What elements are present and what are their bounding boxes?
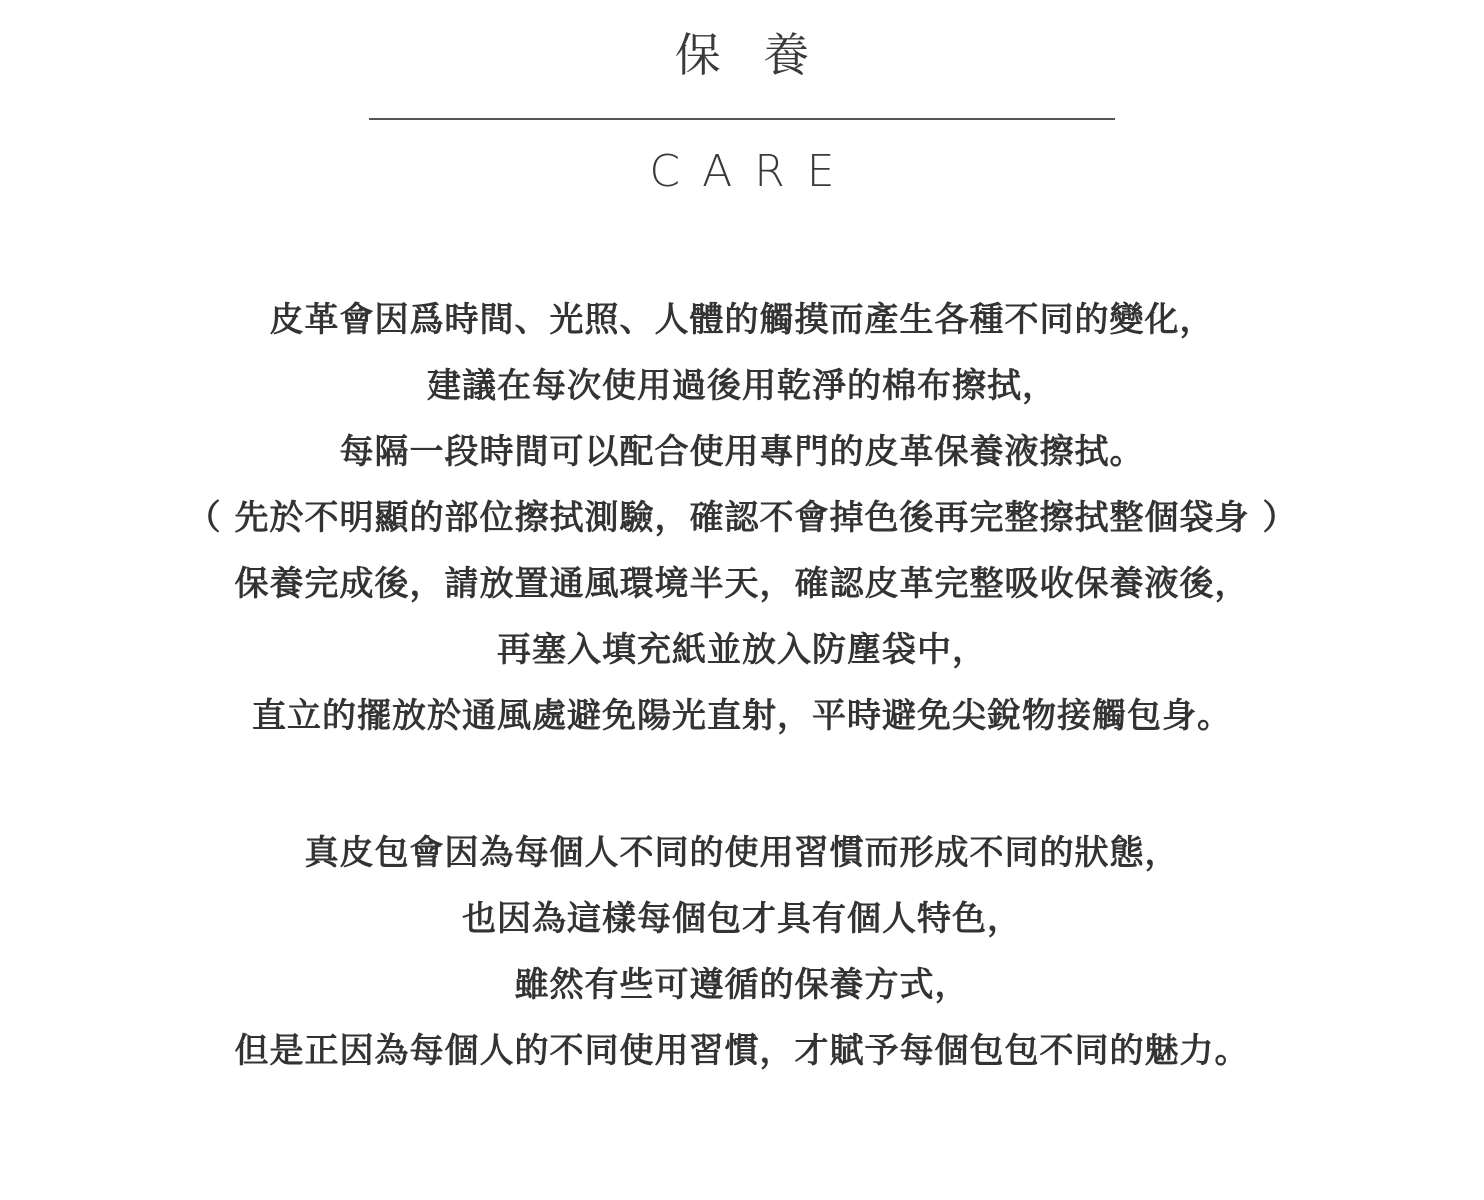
paragraph-line: 保養完成後，請放置通風環境半天，確認皮革完整吸收保養液後， (234, 564, 1250, 604)
page-subtitle: CARE (649, 146, 857, 197)
paragraph-line: 再塞入填充紙並放入防塵袋中， (497, 630, 987, 670)
page-title: 保 養 (674, 28, 824, 82)
paragraph-line: 皮革會因爲時間、光照、人體的觸摸而產生各種不同的變化， (269, 300, 1215, 340)
paragraph-line: （ 先於不明顯的部位擦拭測驗，確認不會掉色後再完整擦拭整個袋身 ） (186, 498, 1298, 538)
care-instructions-paragraph (0, 287, 1484, 749)
paragraph-line: 每隔一段時間可以配合使用專門的皮革保養液擦拭。 (339, 432, 1145, 472)
paragraph-line: 真皮包會因為每個人不同的使用習慣而形成不同的狀態， (304, 833, 1180, 873)
paragraph-line: 但是正因為每個人的不同使用習慣，才賦予每個包包不同的魅力。 (234, 1031, 1250, 1071)
leather-character-paragraph (0, 820, 1484, 1084)
paragraph-line: 建議在每次使用過後用乾淨的棉布擦拭， (427, 366, 1057, 406)
title-divider (369, 118, 1115, 120)
paragraph-line: 直立的擺放於通風處避免陽光直射，平時避免尖銳物接觸包身。 (252, 696, 1232, 736)
paragraph-line: 也因為這樣每個包才具有個人特色， (462, 899, 1022, 939)
paragraph-line: 雖然有些可遵循的保養方式， (514, 965, 970, 1005)
